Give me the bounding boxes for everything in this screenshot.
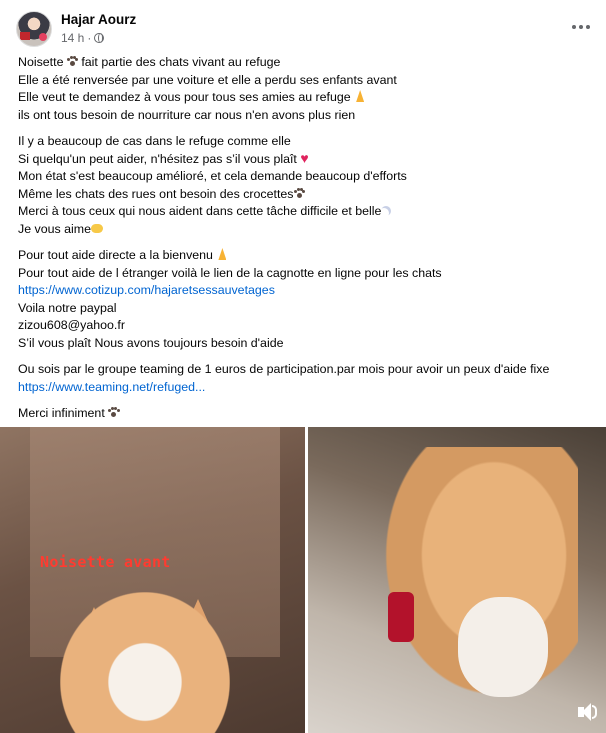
post-line xyxy=(18,335,598,353)
pray-icon xyxy=(354,90,366,102)
cat-face xyxy=(60,592,230,733)
post-line-text: Pour tout aide de l étranger voilà le lien de la cagnotte en ligne pour les chats xyxy=(18,265,442,280)
post-line xyxy=(18,151,598,169)
paw-icon xyxy=(108,407,119,418)
post-line-text: S’il vous plaît Nous avons toujours besoin d'aide xyxy=(18,335,284,350)
heart-icon xyxy=(39,33,47,41)
post-line-text: Pour tout aide directe a la bienvenu xyxy=(18,248,217,262)
post-line xyxy=(18,107,598,125)
post-line xyxy=(18,72,598,90)
post-line-text: Voila notre paypal xyxy=(18,300,117,315)
post-line xyxy=(18,247,598,265)
post-line-text: Si quelqu'un peut aider, n'hésitez pas s’il vous plaît xyxy=(18,151,301,166)
post-line xyxy=(18,405,598,423)
post-paragraph xyxy=(18,133,598,238)
post-line-text: Je vous aime xyxy=(18,221,92,236)
post-line xyxy=(18,317,598,335)
post-line xyxy=(18,54,598,72)
post-line xyxy=(18,133,598,151)
post-line-text: zizou608@yahoo.fr xyxy=(18,318,125,332)
post-line xyxy=(18,300,598,318)
hands-icon xyxy=(91,224,103,233)
post-line-text: Il y a beaucoup de cas dans le refuge comme elle xyxy=(18,134,291,148)
post-paragraph xyxy=(18,361,598,396)
red-cloth xyxy=(388,592,414,642)
post-meta xyxy=(61,31,104,45)
post-paragraph xyxy=(18,247,598,352)
post-paragraph xyxy=(18,54,598,124)
globe-icon[interactable] xyxy=(94,33,104,43)
dot-icon xyxy=(572,25,576,29)
post-line xyxy=(18,186,598,204)
post-line-text: Mon état s'est beaucoup amélioré, et cela demande beaucoup d'efforts xyxy=(18,169,407,183)
external-link[interactable]: https://www.teaming.net/refuged... xyxy=(18,379,206,394)
flag-icon xyxy=(20,32,30,40)
author-name[interactable]: Hajar Aourz xyxy=(61,12,137,27)
meta-separator: · xyxy=(87,31,92,45)
post-line xyxy=(18,282,598,300)
post-line xyxy=(18,221,598,239)
author-avatar[interactable] xyxy=(16,11,52,47)
post-line-text: Merci à tous ceux qui nous aident dans cette tâche difficile et belle xyxy=(18,204,382,218)
post-photos xyxy=(0,427,606,733)
post-line-text: ils ont tous besoin de nourriture car nous n'en avons plus rien xyxy=(18,107,356,122)
post-line-text: Merci infiniment xyxy=(18,406,109,420)
more-options-button[interactable] xyxy=(566,12,596,42)
photo-overlay-text: Noisette avant xyxy=(40,553,171,571)
post-time[interactable]: 14 h xyxy=(61,31,85,45)
external-link[interactable]: https://www.cotizup.com/hajaretsessauvetages xyxy=(18,283,275,297)
video-noisette-eating[interactable] xyxy=(308,427,606,733)
dot-icon xyxy=(586,25,590,29)
post-line-text: Même les chats des rues ont besoin des crocettes xyxy=(18,186,294,201)
post-line-text: Noisette xyxy=(18,55,67,69)
pray-icon xyxy=(216,248,228,260)
post-line-text: Elle a été renversée par une voiture et elle a perdu ses enfants avant xyxy=(18,72,397,87)
post-line xyxy=(18,361,598,379)
post-line xyxy=(18,168,598,186)
post-line xyxy=(18,89,598,107)
cat-chest xyxy=(458,597,548,697)
post-paragraph xyxy=(18,405,598,423)
heart-icon xyxy=(300,153,312,164)
post-header xyxy=(16,10,596,50)
post-text xyxy=(18,54,598,432)
sound-icon[interactable] xyxy=(576,701,598,723)
post-line xyxy=(18,265,598,283)
post-line xyxy=(18,203,598,221)
moon-icon xyxy=(381,206,391,216)
paw-icon xyxy=(67,56,78,67)
post-line xyxy=(18,379,598,397)
dot-icon xyxy=(579,25,583,29)
photo-noisette-before[interactable] xyxy=(0,427,305,733)
post-line-text: Elle veut te demandez à vous pour tous ses amies au refuge xyxy=(18,90,355,104)
paw-icon xyxy=(294,188,305,199)
post-line-text: fait partie des chats vivant au refuge xyxy=(77,55,281,69)
post-line-text: Ou sois par le groupe teaming de 1 euros de participation.par mois pour avoir un peux d'aide fixe xyxy=(18,362,550,376)
